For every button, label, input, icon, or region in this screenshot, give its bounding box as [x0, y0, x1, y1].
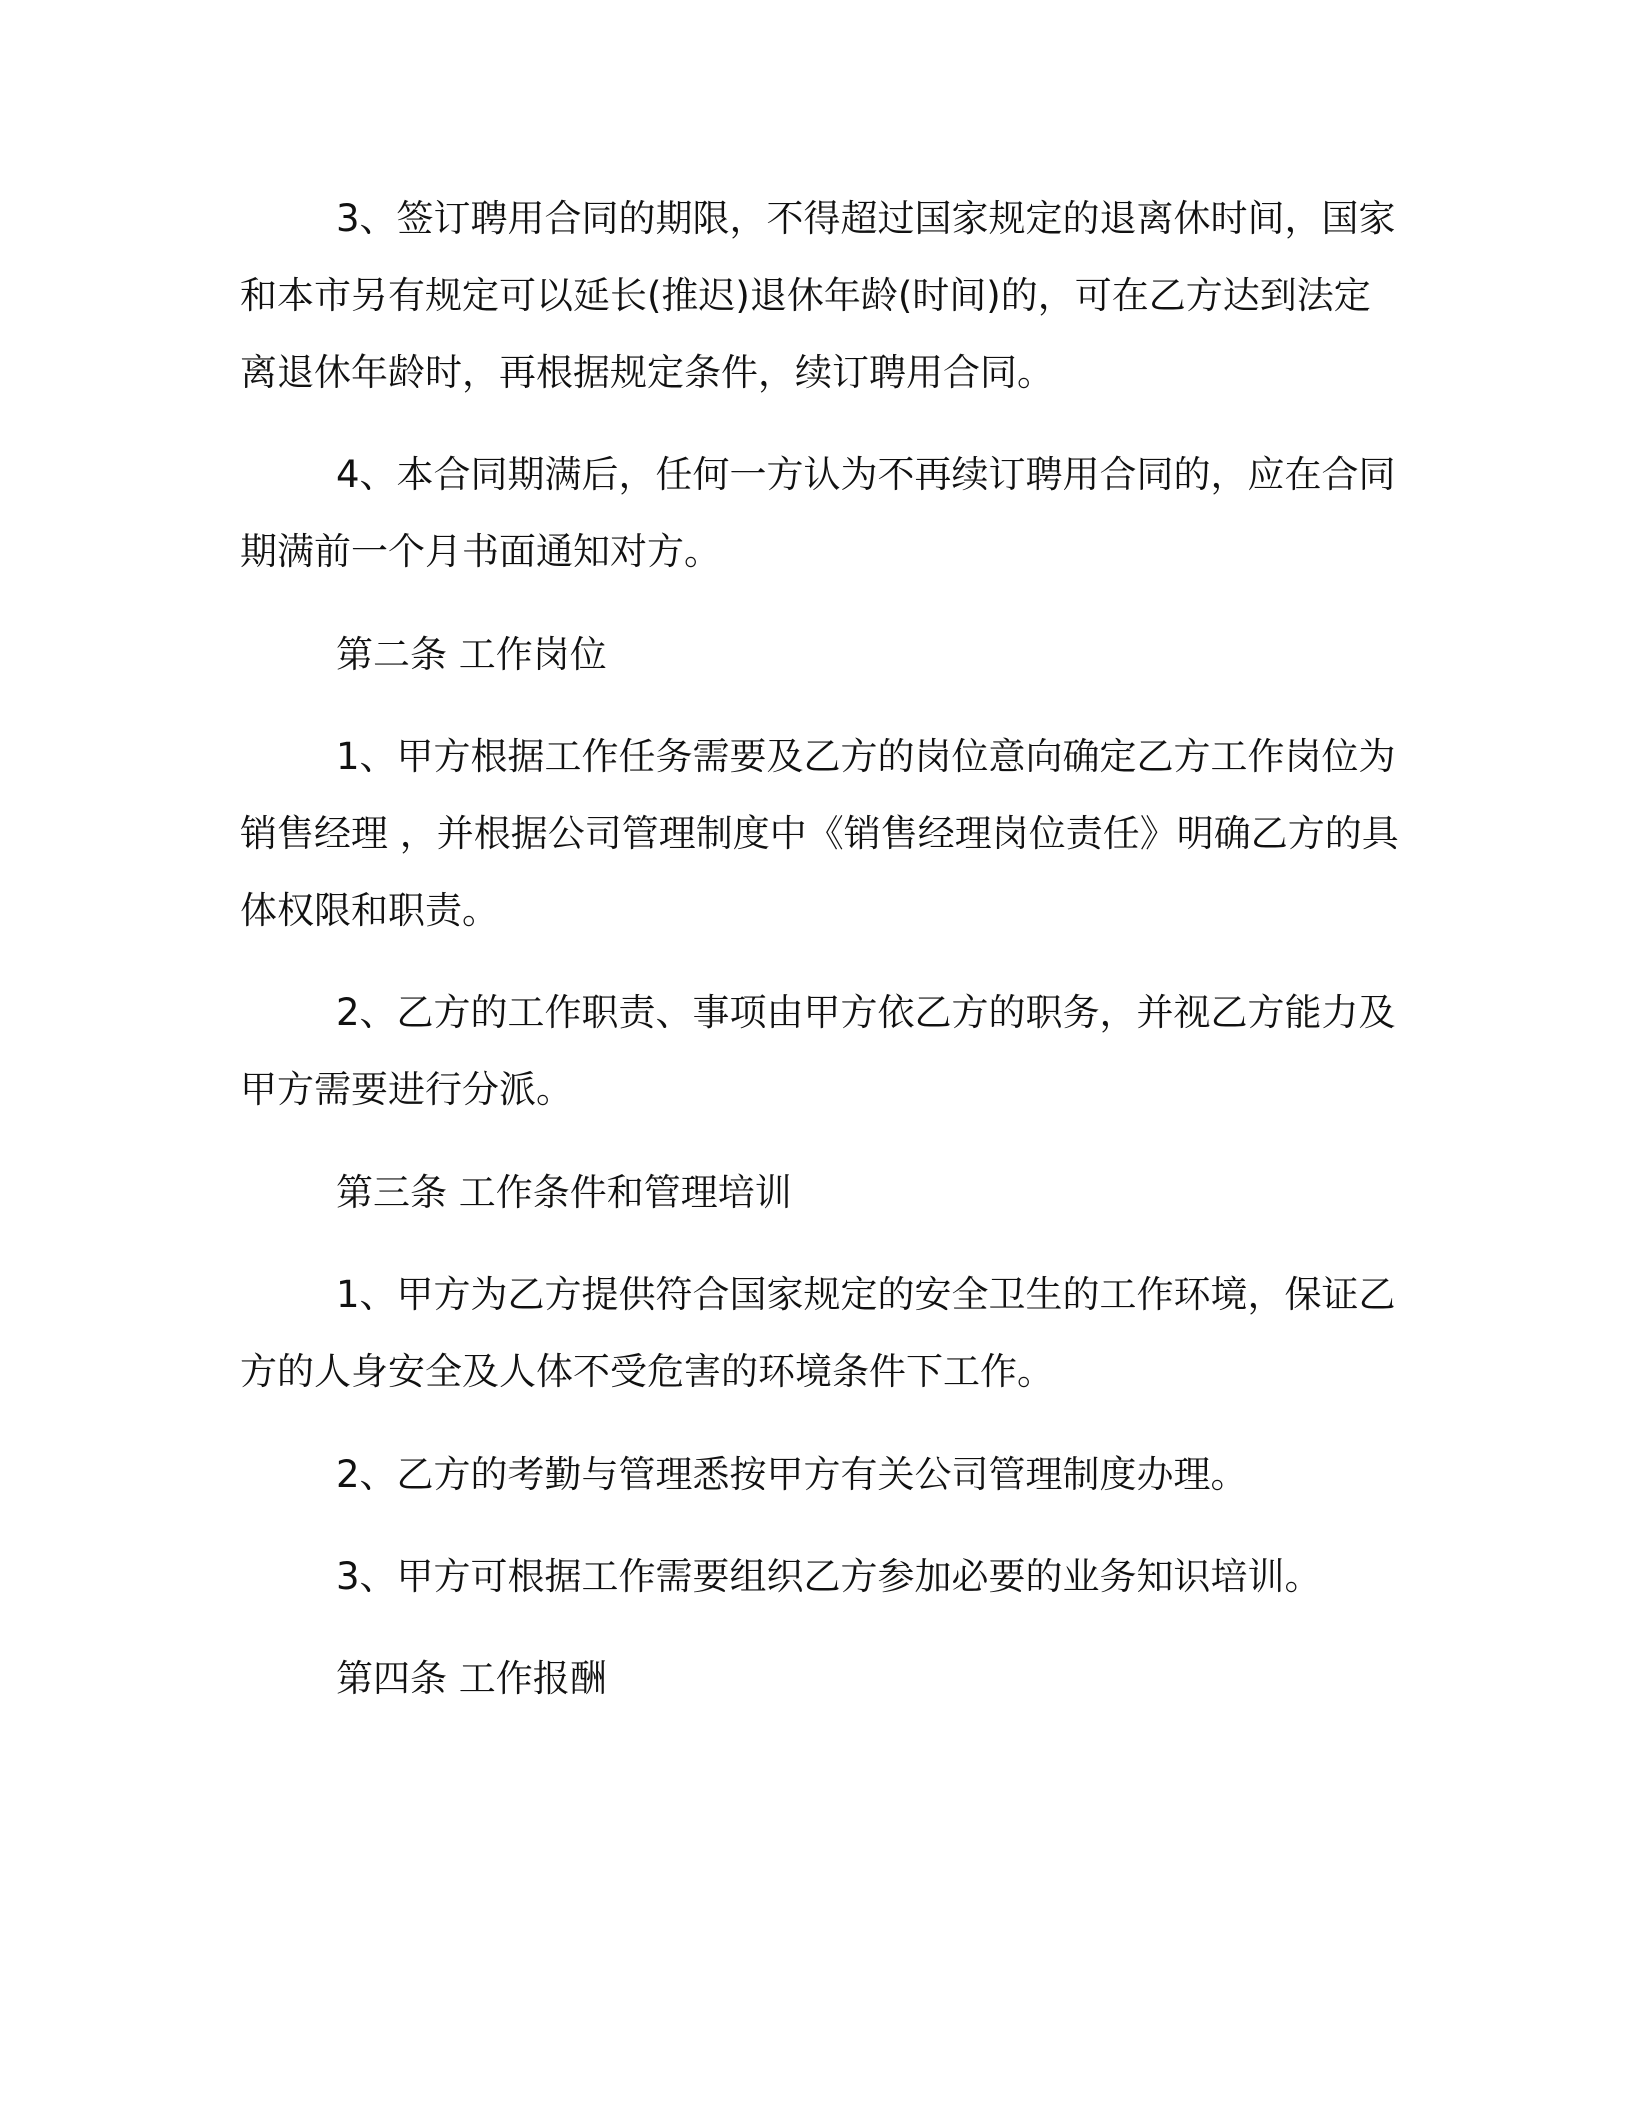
clause-paragraph-attendance: 2、乙方的考勤与管理悉按甲方有关公司管理制度办理。 — [336, 1453, 1248, 1496]
section-heading-article-4: 第四条 工作报酬 — [336, 1657, 607, 1700]
clause-paragraph-work-environment: 1、甲方为乙方提供符合国家规定的安全卫生的工作环境，保证乙方的人身安全及人体不受危害的环境条件下工作。 — [240, 1273, 1396, 1393]
clause-paragraph-training: 3、甲方可根据工作需要组织乙方参加必要的业务知识培训。 — [336, 1555, 1322, 1598]
clause-paragraph-duties: 2、乙方的工作职责、事项由甲方依乙方的职务，并视乙方能力及甲方需要进行分派。 — [240, 991, 1396, 1111]
section-heading-article-2: 第二条 工作岗位 — [336, 633, 607, 676]
clause-paragraph-position: 1、甲方根据工作任务需要及乙方的岗位意向确定乙方工作岗位为 销售经理 ，并根据公司管理制度中《销售经理岗位责任》明确乙方的具体权限和职责。 — [240, 735, 1399, 932]
clause-paragraph-contract-term: 3、签订聘用合同的期限，不得超过国家规定的退离休时间，国家和本市另有规定可以延长(推迟)退休年龄(时间)的，可在乙方达到法定离退休年龄时，再根据规定条件，续订聘用合同。 — [240, 197, 1396, 394]
section-heading-article-3: 第三条 工作条件和管理培训 — [336, 1171, 792, 1214]
clause-paragraph-expiry-notice: 4、本合同期满后，任何一方认为不再续订聘用合同的，应在合同期满前一个月书面通知对方。 — [240, 453, 1396, 573]
